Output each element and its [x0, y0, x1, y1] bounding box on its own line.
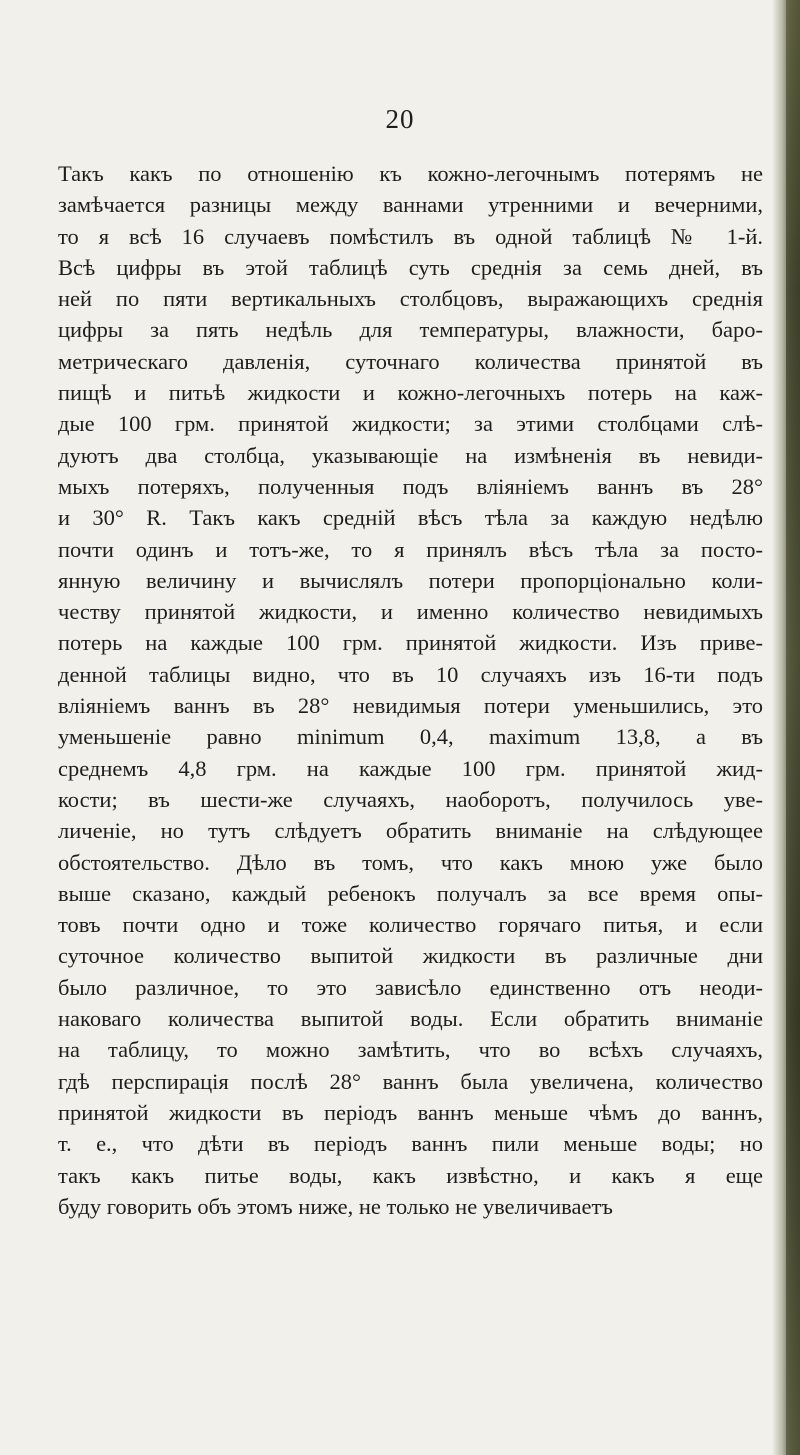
text-line: наковаго количества выпитой воды. Если обратить вниманіе	[58, 1006, 763, 1032]
text-line: гдѣ перспирація послѣ 28° ваннъ была увеличена, количество	[58, 1068, 763, 1094]
text-line: дые 100 грм. принятой жидкости; за этими столбцами слѣ-	[58, 411, 763, 437]
body-text	[58, 158, 763, 1222]
text-line: замѣчается разницы между ваннами утренними и вечерними,	[58, 192, 763, 218]
text-line: товъ почти одно и тоже количество горячаго питья, и если	[58, 912, 763, 938]
text-line: выше сказано, каждый ребенокъ получалъ за все время опы-	[58, 880, 763, 906]
text-line: метрическаго давленія, суточнаго количества принятой въ	[58, 348, 763, 374]
text-line: вліяніемъ ваннъ въ 28° невидимыя потери уменьшились, это	[58, 693, 763, 719]
text-line: т. е., что дѣти въ періодъ ваннъ пили меньше воды; но	[58, 1131, 763, 1157]
text-line: почти одинъ и тотъ-же, то я принялъ вѣсъ тѣла за посто-	[58, 536, 763, 562]
text-line: на таблицу, то можно замѣтить, что во всѣхъ случаяхъ,	[58, 1037, 763, 1063]
text-line: среднемъ 4,8 грм. на каждые 100 грм. принятой жид-	[58, 755, 763, 781]
text-line: честву принятой жидкости, и именно количество невидимыхъ	[58, 599, 763, 625]
text-line: такъ какъ питье воды, какъ извѣстно, и какъ я еще	[58, 1162, 763, 1188]
text-line: мыхъ потеряхъ, полученныя подъ вліяніемъ ваннъ въ 28°	[58, 473, 763, 499]
page-edge-stain	[786, 0, 800, 1455]
text-line: кости; въ шести-же случаяхъ, наоборотъ, получилось уве-	[58, 786, 763, 812]
text-line: личеніе, но тутъ слѣдуетъ обратить вниманіе на слѣдующее	[58, 818, 763, 844]
text-line: суточное количество выпитой жидкости въ различные дни	[58, 943, 763, 969]
text-line: уменьшеніе равно minimum 0,4, maximum 13,8, а въ	[58, 724, 763, 750]
text-line: то я всѣ 16 случаевъ помѣстилъ въ одной таблицѣ № 1-й.	[58, 223, 763, 249]
text-line: пищѣ и питьѣ жидкости и кожно-легочныхъ потерь на каж-	[58, 380, 763, 406]
text-line: Всѣ цифры въ этой таблицѣ суть среднія за семь дней, въ	[58, 254, 763, 280]
text-line: цифры за пять недѣль для температуры, влажности, баро-	[58, 317, 763, 343]
text-line: и 30° R. Такъ какъ средній вѣсъ тѣла за каждую недѣлю	[58, 505, 763, 531]
text-line: буду говорить объ этомъ ниже, не только не увеличиваетъ	[58, 1193, 613, 1219]
page-number: 20	[385, 104, 415, 134]
text-line: было различное, то это зависѣло единственно отъ неоди-	[58, 974, 763, 1000]
text-line: потерь на каждые 100 грм. принятой жидкости. Изъ приве-	[58, 630, 763, 656]
text-line: принятой жидкости въ періодъ ваннъ меньше чѣмъ до ваннъ,	[58, 1099, 763, 1125]
text-line: Такъ какъ по отношенію къ кожно-легочнымъ потерямъ не	[58, 161, 763, 186]
text-line: ней по пяти вертикальныхъ столбцовъ, выражающихъ среднія	[58, 286, 763, 312]
text-line: янную величину и вычислялъ потери пропорціонально коли-	[58, 567, 763, 593]
text-line: обстоятельство. Дѣло въ томъ, что какъ мною уже было	[58, 849, 763, 875]
text-line: дуютъ два столбца, указывающіе на измѣненія въ невиди-	[58, 442, 763, 468]
text-line: денной таблицы видно, что въ 10 случаяхъ изъ 16-ти подъ	[58, 661, 763, 687]
